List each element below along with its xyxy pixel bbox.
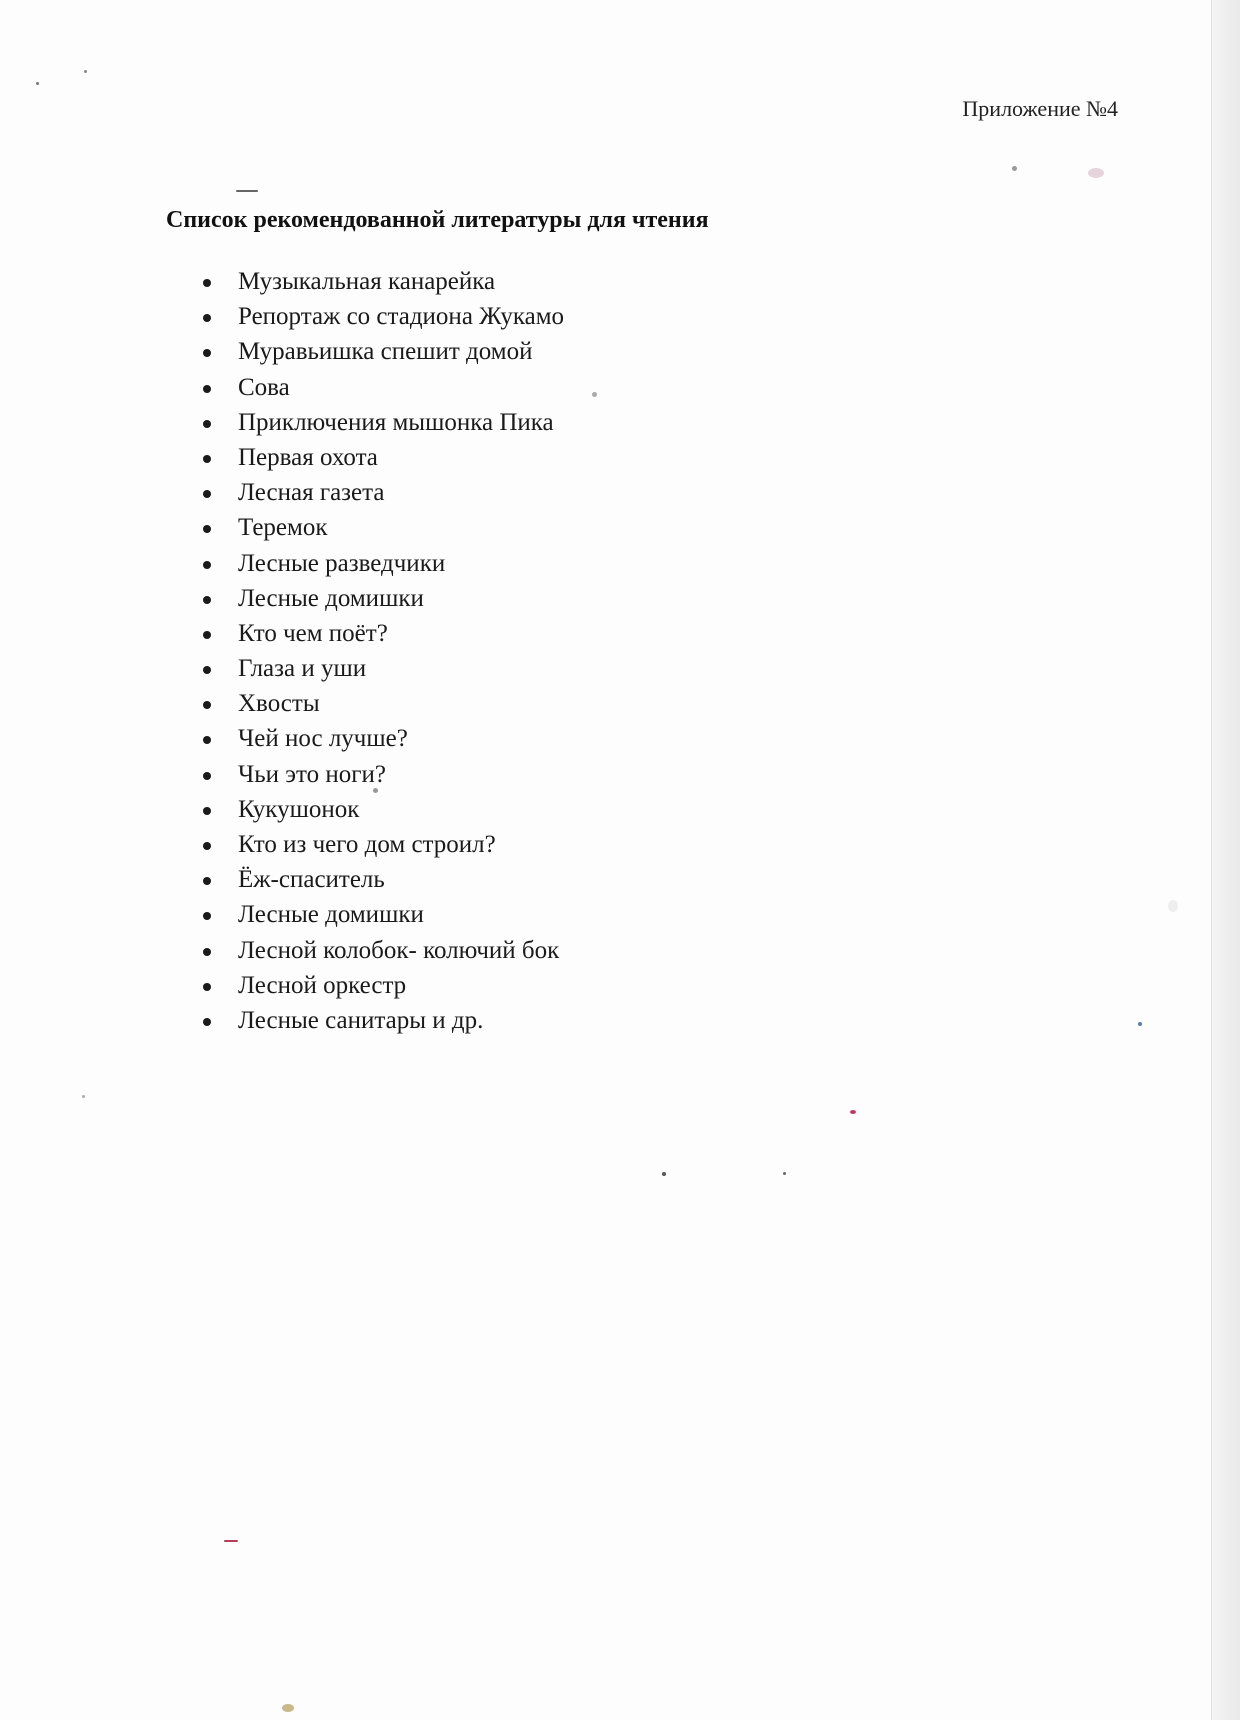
- book-title: Кто чем поёт?: [238, 619, 388, 647]
- book-title: Кто из чего дом строил?: [238, 831, 496, 858]
- bullet-icon: [203, 842, 211, 850]
- book-title: Ёж-спаситель: [238, 866, 385, 894]
- scan-speck: [662, 1172, 666, 1176]
- bullet-icon: [203, 596, 211, 604]
- bullet-icon: [203, 736, 211, 744]
- bullet-icon: [203, 701, 211, 709]
- book-title: Глаза и уши: [238, 655, 367, 683]
- book-title: Лесной оркестр: [238, 971, 407, 999]
- book-title: Лесные разведчики: [238, 549, 446, 577]
- book-title: Теремок: [238, 514, 328, 542]
- bullet-icon: [203, 349, 211, 357]
- book-title: Муравьишка спешит домой: [238, 338, 533, 366]
- book-title: Лесная газета: [238, 479, 385, 507]
- scan-speck: [84, 70, 87, 73]
- bullet-icon: [203, 455, 211, 463]
- bullet-icon: [203, 666, 211, 674]
- bullet-icon: [203, 631, 211, 639]
- scan-speck: [850, 1110, 856, 1114]
- scan-speck: [82, 1095, 85, 1098]
- book-title: Лесные домишки: [238, 901, 424, 929]
- book-title: Приключения мышонка Пика: [238, 408, 554, 436]
- book-title: Хвосты: [238, 690, 320, 718]
- book-title: Лесные санитары и др.: [238, 1006, 484, 1034]
- page-edge-shadow: [1211, 0, 1240, 1720]
- book-title: Репортаж со стадиона Жукамо: [238, 303, 565, 331]
- scan-speck: [1012, 166, 1017, 171]
- book-title: Кукушонок: [238, 795, 360, 823]
- bullet-icon: [203, 1018, 211, 1026]
- bullet-icon: [203, 420, 211, 428]
- bullet-icon: [203, 772, 211, 780]
- bullet-icon: [203, 877, 211, 885]
- bullet-icon: [203, 525, 211, 533]
- bullet-icon: [203, 314, 211, 322]
- scan-speck: [373, 788, 378, 793]
- scan-speck: [1138, 1022, 1142, 1026]
- appendix-label: Приложение №4: [962, 96, 1118, 121]
- page-title: Список рекомендованной литературы для чтения: [166, 207, 709, 233]
- book-title: Чьи это ноги?: [238, 760, 386, 788]
- book-title: Первая охота: [238, 443, 378, 471]
- scan-speck: [1168, 900, 1178, 912]
- scan-speck: [236, 190, 258, 192]
- book-title: Лесные домишки: [238, 584, 424, 612]
- bullet-icon: [203, 948, 211, 956]
- book-title: Сова: [238, 373, 290, 401]
- scan-speck: [224, 1540, 238, 1542]
- scan-speck: [592, 392, 597, 397]
- bullet-icon: [203, 279, 211, 287]
- scan-speck: [282, 1704, 294, 1712]
- book-title: Лесной колобок- колючий бок: [238, 936, 560, 964]
- bullet-icon: [203, 490, 211, 498]
- book-title: Музыкальная канарейка: [238, 268, 496, 295]
- bullet-icon: [203, 561, 211, 569]
- bullet-icon: [203, 983, 211, 991]
- bullet-icon: [203, 807, 211, 815]
- scan-speck: [36, 82, 39, 85]
- bullet-icon: [203, 912, 211, 920]
- scan-speck: [783, 1172, 786, 1175]
- book-title: Чей нос лучше?: [238, 725, 408, 753]
- bullet-icon: [203, 385, 211, 393]
- scan-speck: [1088, 168, 1104, 178]
